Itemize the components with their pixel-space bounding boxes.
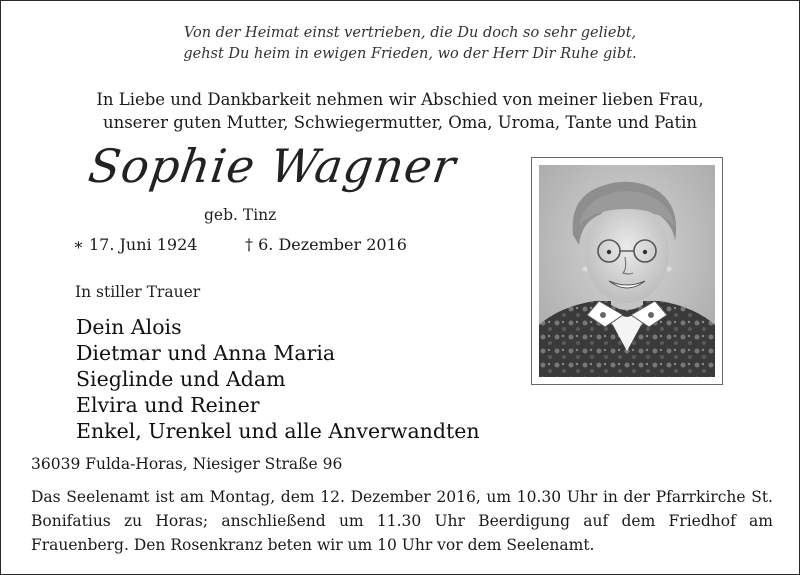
family-address: 36039 Fulda-Horas, Niesiger Straße 96 xyxy=(31,455,343,473)
mourners-list xyxy=(76,314,480,444)
mourner-name: Sieglinde und Adam xyxy=(76,367,286,391)
farewell-line-2: unserer guten Mutter, Schwiegermutter, Oma, Uroma, Tante und Patin xyxy=(102,113,698,132)
mourner-name: Enkel, Urenkel und alle Anverwandten xyxy=(76,419,480,443)
mourner-name: Dietmar und Anna Maria xyxy=(76,341,336,365)
farewell-line-1: In Liebe und Dankbarkeit nehmen wir Abschied von meiner lieben Frau, xyxy=(96,90,704,109)
farewell-text xyxy=(1,88,799,134)
mourner-name: Dein Alois xyxy=(76,315,182,339)
deceased-name: Sophie Wagner xyxy=(85,139,460,193)
memorial-verse-line-1: Von der Heimat einst vertrieben, die Du doch so sehr geliebt, xyxy=(183,25,637,41)
birth-name: geb. Tinz xyxy=(204,206,277,224)
death-date: † 6. Dezember 2016 xyxy=(245,235,407,254)
mourner-name: Elvira und Reiner xyxy=(76,393,260,417)
portrait-image xyxy=(539,165,715,377)
mourning-label: In stiller Trauer xyxy=(75,283,201,301)
portrait-photo xyxy=(531,157,723,385)
memorial-verse xyxy=(1,23,799,65)
memorial-verse-line-2: gehst Du heim in ewigen Frieden, wo der Herr Dir Ruhe gibt. xyxy=(183,46,637,62)
birth-date: ∗ 17. Juni 1924 xyxy=(73,235,198,254)
service-details: Das Seelenamt ist am Montag, dem 12. Dezember 2016, um 10.30 Uhr in der Pfarrkirche St. Bonifatius zu Horas; anschließend um 11.30 Uhr Beerdigung auf dem Friedhof am Frauenberg. Den Rosenkranz beten wir um 10 Uhr vor dem Seelenamt. xyxy=(31,488,773,554)
